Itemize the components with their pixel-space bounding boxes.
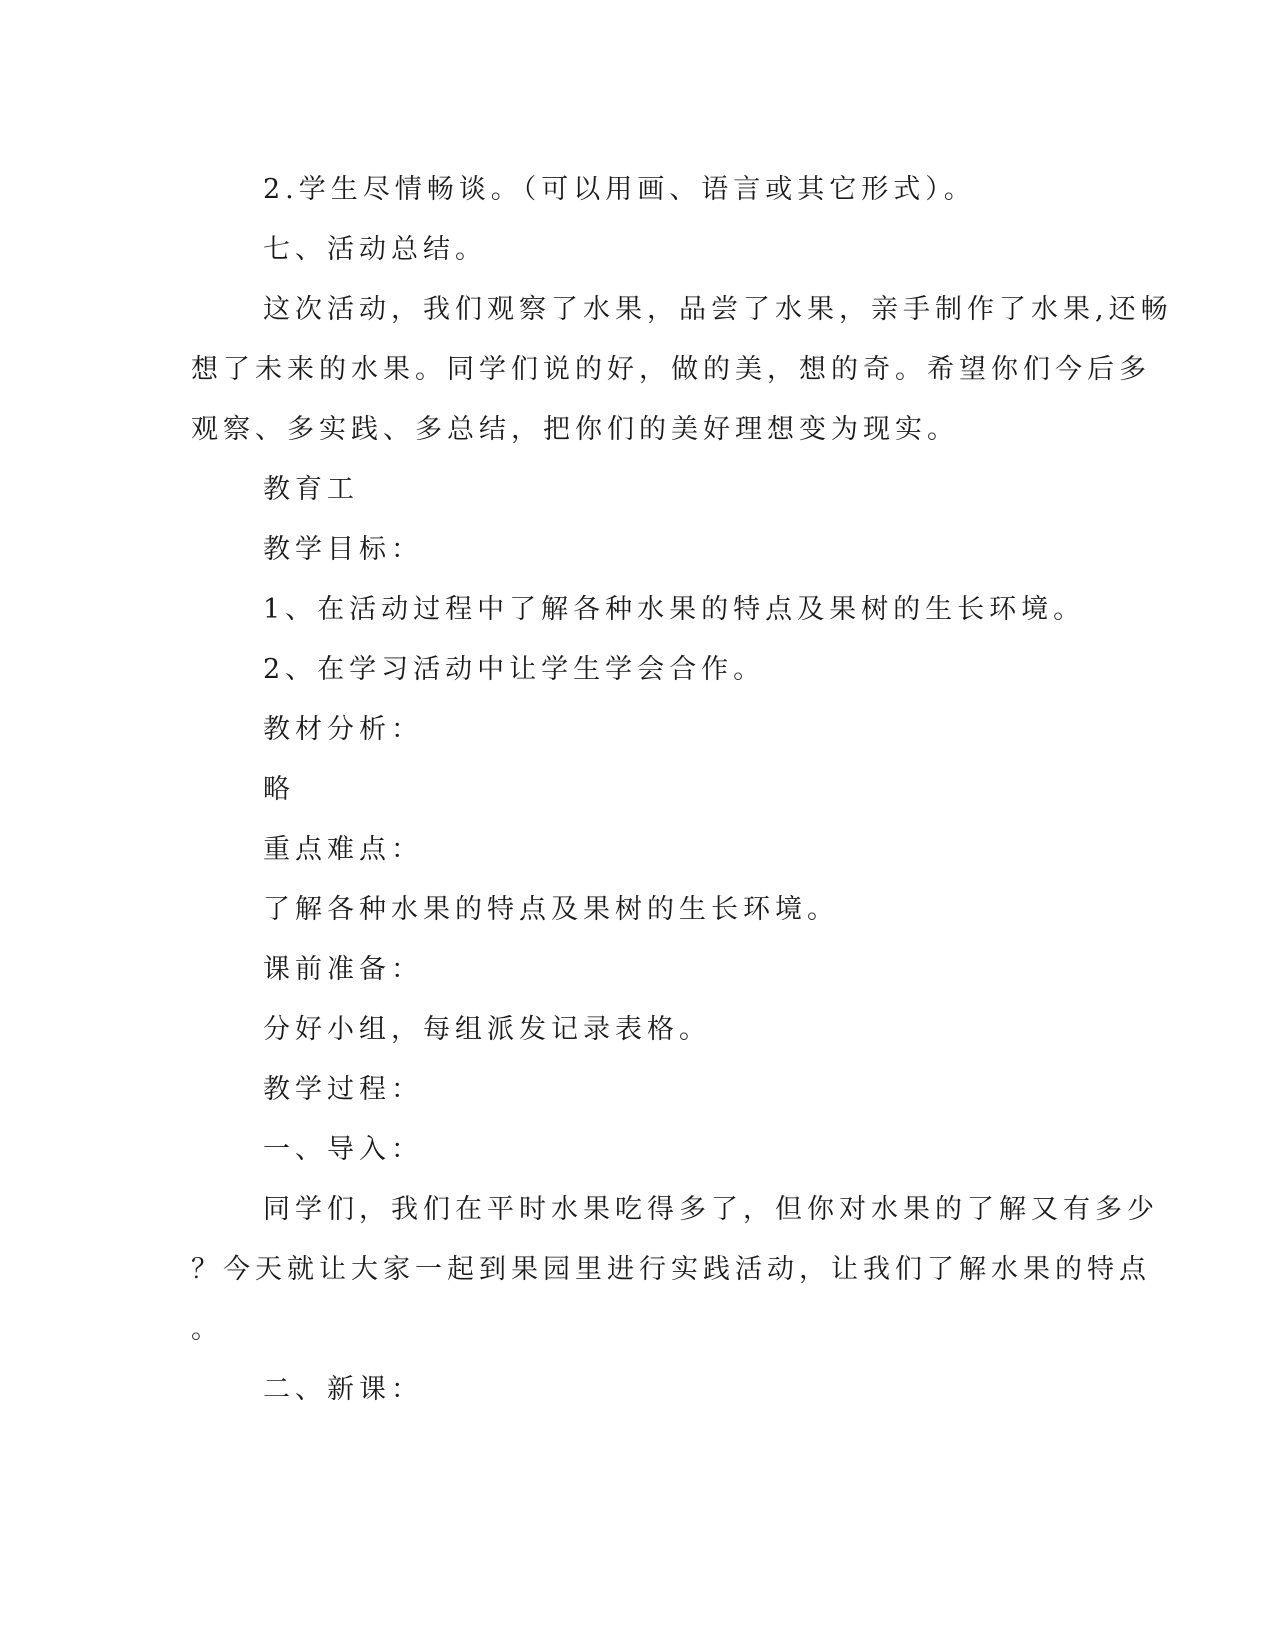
heading-new-lesson: 二、新课： bbox=[263, 1374, 423, 1405]
heading-teaching-process: 教学过程： bbox=[263, 1074, 423, 1105]
key-points-text: 了解各种水果的特点及果树的生长环境。 bbox=[263, 894, 839, 925]
text-line-step-2: 2.学生尽情畅谈。（可以用画、语言或其它形式）。 bbox=[263, 174, 976, 205]
summary-paragraph-line-1: 这次活动，我们观察了水果，品尝了水果，亲手制作了水果,还畅 bbox=[263, 294, 1173, 325]
heading-introduction: 一、导入： bbox=[263, 1134, 423, 1165]
preparation-text: 分好小组，每组派发记录表格。 bbox=[263, 1014, 711, 1045]
material-analysis-text: 略 bbox=[263, 774, 295, 805]
heading-material-analysis: 教材分析： bbox=[263, 714, 423, 745]
heading-key-points: 重点难点： bbox=[263, 834, 423, 865]
goal-item-2: 2、在学习活动中让学生学会合作。 bbox=[263, 654, 766, 685]
introduction-paragraph-line-2: ？今天就让大家一起到果园里进行实践活动，让我们了解水果的特点 bbox=[191, 1254, 1151, 1285]
introduction-paragraph-line-1: 同学们，我们在平时水果吃得多了，但你对水果的了解又有多少 bbox=[263, 1194, 1159, 1225]
fragment-line: 教育工 bbox=[263, 474, 359, 505]
heading-preparation: 课前准备： bbox=[263, 954, 423, 985]
goal-item-1: 1、在活动过程中了解各种水果的特点及果树的生长环境。 bbox=[263, 594, 1086, 625]
introduction-paragraph-line-3: 。 bbox=[191, 1314, 223, 1345]
section-heading-activity-summary: 七、活动总结。 bbox=[263, 234, 487, 265]
heading-teaching-goals: 教学目标： bbox=[263, 534, 423, 565]
summary-paragraph-line-2: 想了未来的水果。同学们说的好，做的美，想的奇。希望你们今后多 bbox=[191, 354, 1151, 385]
summary-paragraph-line-3: 观察、多实践、多总结，把你们的美好理想变为现实。 bbox=[191, 414, 959, 445]
